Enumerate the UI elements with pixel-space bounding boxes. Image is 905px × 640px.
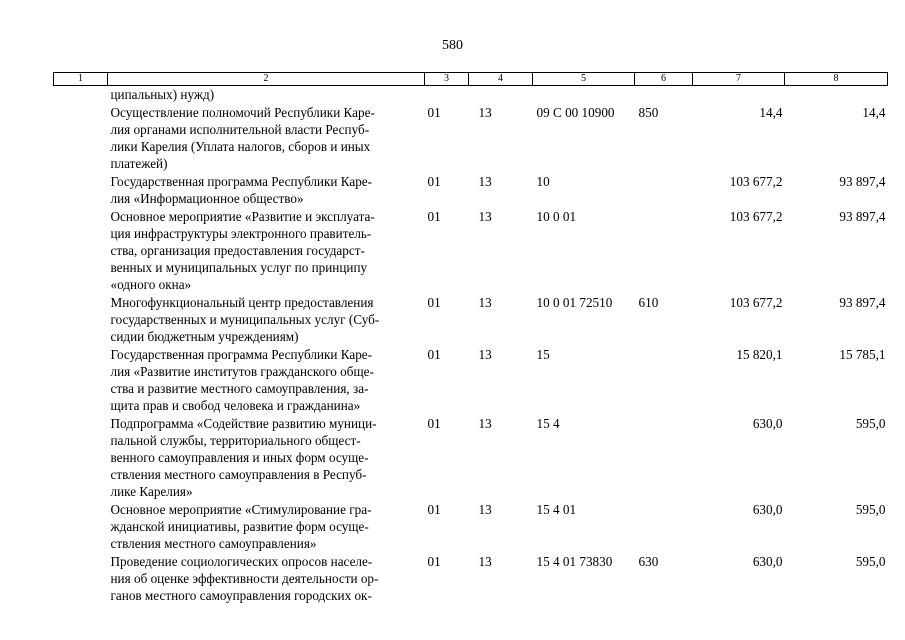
expense-type-code <box>635 415 693 501</box>
row-name-line: сидии бюджетным учреждениям) <box>110 329 299 344</box>
column-header-1: 1 <box>54 73 108 86</box>
row-name-line: ствления местного самоуправления» <box>110 536 317 551</box>
target-article-code: 10 <box>536 174 550 189</box>
row-name-line: Осуществление полномочий Республики Каре- <box>110 105 375 120</box>
row-name-line: государственных и муниципальных услуг (Суб- <box>110 312 380 327</box>
subsection-code: 13 <box>478 416 492 431</box>
row-name-line: ства и развитие местного самоуправления, за- <box>110 381 369 396</box>
column-number-header <box>54 73 888 86</box>
column-header-3: 3 <box>425 73 469 86</box>
table-row <box>54 346 888 415</box>
row-name <box>54 553 425 605</box>
expense-type-code <box>635 208 693 294</box>
table-row <box>54 501 888 553</box>
row-name-line: Государственная программа Республики Каре- <box>110 174 373 189</box>
budget-table <box>53 72 888 605</box>
table-row <box>54 104 888 173</box>
target-article-code: 15 4 01 <box>536 502 577 517</box>
expense-type-code: 630 <box>638 554 659 569</box>
target-article-code: 10 0 01 72510 <box>536 295 613 310</box>
section-code: 01 <box>427 416 441 431</box>
amount-year-2 <box>785 86 888 105</box>
expense-type-code <box>635 501 693 553</box>
target-article-code: 10 0 01 <box>536 209 577 224</box>
amount-year-2: 595,0 <box>855 554 886 569</box>
row-name <box>54 86 425 105</box>
amount-year-2: 93 897,4 <box>839 209 886 224</box>
section-code: 01 <box>427 502 441 517</box>
amount-year-2: 93 897,4 <box>839 174 886 189</box>
row-name <box>54 501 425 553</box>
subsection-code <box>469 86 533 105</box>
table-row <box>54 415 888 501</box>
target-article-code: 09 С 00 10900 <box>536 105 615 120</box>
target-article-code: 15 <box>536 347 550 362</box>
row-name-line: лия органами исполнительной власти Респуб- <box>110 122 370 137</box>
subsection-code: 13 <box>478 554 492 569</box>
amount-year-2: 15 785,1 <box>839 347 886 362</box>
amount-year-2: 595,0 <box>855 502 886 517</box>
column-header-2: 2 <box>108 73 425 86</box>
amount-year-1: 630,0 <box>752 554 783 569</box>
row-name-line: Проведение социологических опросов населе- <box>110 554 373 569</box>
table-body <box>54 86 888 606</box>
section-code: 01 <box>427 105 441 120</box>
expense-type-code <box>635 173 693 208</box>
row-name <box>54 415 425 501</box>
subsection-code: 13 <box>478 174 492 189</box>
row-name-line: лике Карелия» <box>110 484 193 499</box>
column-header-4: 4 <box>469 73 533 86</box>
table-row <box>54 294 888 346</box>
target-article-code: 15 4 <box>536 416 560 431</box>
row-name <box>54 173 425 208</box>
expense-type-code <box>635 86 693 105</box>
expense-type-code: 610 <box>638 295 659 310</box>
row-name <box>54 104 425 173</box>
amount-year-1: 15 820,1 <box>736 347 783 362</box>
row-name-line: венного самоуправления и иных форм осуще- <box>110 450 369 465</box>
row-name-line: Многофункциональный центр предоставления <box>110 295 374 310</box>
row-name-line: пальной службы, территориального общест- <box>110 433 361 448</box>
row-name-line: «одного окна» <box>110 277 192 292</box>
row-name-line: лия «Информационное общество» <box>110 191 304 206</box>
section-code: 01 <box>427 295 441 310</box>
section-code: 01 <box>427 209 441 224</box>
subsection-code: 13 <box>478 295 492 310</box>
target-article-code: 15 4 01 73830 <box>536 554 613 569</box>
target-article-code <box>533 86 635 105</box>
amount-year-1: 103 677,2 <box>729 295 783 310</box>
amount-year-1: 630,0 <box>752 416 783 431</box>
row-name-line: ципальных) нужд) <box>110 87 215 102</box>
row-name-line: лия «Развитие институтов гражданского обще- <box>110 364 374 379</box>
expense-type-code <box>635 346 693 415</box>
expense-type-code: 850 <box>638 105 659 120</box>
table-row <box>54 553 888 605</box>
row-name-line: венных и муниципальных услуг по принципу <box>110 260 368 275</box>
section-code: 01 <box>427 347 441 362</box>
table-row <box>54 86 888 105</box>
row-name-line: ния об оценке эффективности деятельности ор- <box>110 571 379 586</box>
column-header-7: 7 <box>693 73 785 86</box>
row-name-line: Подпрограмма «Содействие развитию муници- <box>110 416 377 431</box>
subsection-code: 13 <box>478 105 492 120</box>
amount-year-1 <box>693 86 785 105</box>
section-code <box>425 86 469 105</box>
column-header-6: 6 <box>635 73 693 86</box>
row-name-line: ствления местного самоуправления в Респуб- <box>110 467 367 482</box>
row-name-line: лики Карелия (Уплата налогов, сборов и иных <box>110 139 371 154</box>
amount-year-1: 103 677,2 <box>729 209 783 224</box>
subsection-code: 13 <box>478 347 492 362</box>
amount-year-1: 14,4 <box>759 105 783 120</box>
amount-year-1: 103 677,2 <box>729 174 783 189</box>
row-name-line: ганов местного самоуправления городских ок- <box>110 588 372 603</box>
row-name-line: ства, организация предоставления государст- <box>110 243 365 258</box>
row-name <box>54 208 425 294</box>
subsection-code: 13 <box>478 502 492 517</box>
row-name-line: Основное мероприятие «Развитие и эксплуата- <box>110 209 375 224</box>
row-name <box>54 346 425 415</box>
amount-year-2: 595,0 <box>855 416 886 431</box>
row-name-line: Основное мероприятие «Стимулирование гра- <box>110 502 372 517</box>
row-name-line: жданской инициативы, развитие форм осуще- <box>110 519 369 534</box>
page-number: 580 <box>442 38 463 53</box>
table-row <box>54 173 888 208</box>
amount-year-2: 14,4 <box>862 105 886 120</box>
subsection-code: 13 <box>478 209 492 224</box>
column-header-8: 8 <box>785 73 888 86</box>
row-name-line: Государственная программа Республики Каре- <box>110 347 373 362</box>
row-name-line: щита прав и свобод человека и гражданина» <box>110 398 361 413</box>
amount-year-1: 630,0 <box>752 502 783 517</box>
row-name-line: ция инфраструктуры электронного правитель- <box>110 226 372 241</box>
row-name-line: платежей) <box>110 156 168 171</box>
row-name <box>54 294 425 346</box>
table-row <box>54 208 888 294</box>
section-code: 01 <box>427 174 441 189</box>
column-header-5: 5 <box>533 73 635 86</box>
section-code: 01 <box>427 554 441 569</box>
amount-year-2: 93 897,4 <box>839 295 886 310</box>
